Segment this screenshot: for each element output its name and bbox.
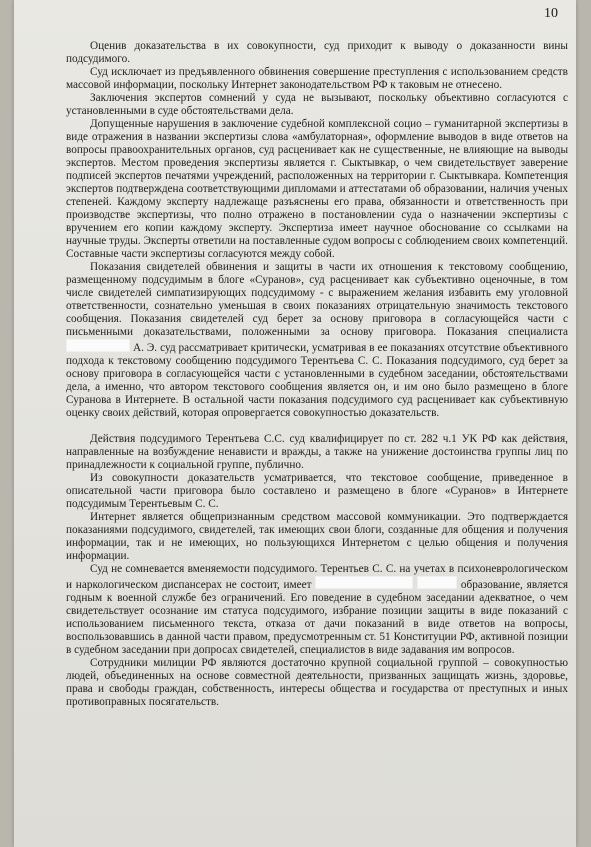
paragraph: Из совокупности доказательств усматривается, что текстовое сообщение, приведенное в описательной части приговора было составлено и размещено в блоге «Суранов» в Интернете подсудимым Терентьевым С. С. xyxy=(66,472,568,510)
paragraph: Суд исключает из предъявленного обвинения совершение преступления с использованием средств массовой информации, поскольку Интернет законодательством РФ к таковым не отнесено. xyxy=(66,66,568,91)
paragraph: Показания свидетелей обвинения и защиты в части их отношения к текстовому сообщению, размещенному подсудимым в блоге «Суранов», суд расценивает как субъективно оценочные, в том числе свидетелей симпатизирующих подсудимому - с выражением желания избавить ему уголовной ответственности, сознательно уменьшая в своих показаниях отрицательную значимость текстового сообщения. Показания свидетелей суд берет за основу приговора в согласующейся части с письменными доказательствами, положенными за основу приговора. Показания специалиста А. Э. суд рассматривает критически, усматривая в ее показаниях отсутствие объективного подхода к текстовому сообщению подсудимого Терентьева С. С. Показания подсудимого, суд берет за основу приговора в согласующейся части с установленными в судебном заседании, обстоятельствами дела, а именно, что автором текстового сообщения является он, и им оно было размещено в блоге Суранова в Интернете. В остальной части показания подсудимого суд расценивает как субъективную оценку своих действий, которая опровергается совокупностью доказательств. xyxy=(66,261,568,419)
page-number: 10 xyxy=(544,6,558,21)
redaction-box xyxy=(315,576,413,589)
paragraph: Действия подсудимого Терентьева С.С. суд квалифицирует по ст. 282 ч.1 УК РФ как действия, направленные на возбуждение ненависти и вражды, а также на унижение достоинства группы лиц по принадлежности к социальной группе, публично. xyxy=(66,433,568,471)
redaction-box xyxy=(417,576,457,589)
paragraph: Суд не сомневается вменяемости подсудимого. Терентьев С. С. на учетах в психоневрологическом и наркологическом диспансерах не состоит, имеет образование, является годным к военной службе без ограничений. Его поведение в судебном заседании адекватное, о чем свидетельствует осознание им статуса подсудимого, избрание позиции защиты в виде показаний с использованием письменного текста, отказа от дачи показаний в виде ответов на вопросы, воспользовавшись в данной части правом, предусмотренным ст. 51 Конституции РФ, активной позиции в судебном заседании при допросах свидетелей, специалистов в виде задавания им вопросов. xyxy=(66,563,568,656)
paragraph: Заключения экспертов сомнений у суда не вызывают, поскольку объективно согласуются с установленными в суде обстоятельствами дела. xyxy=(66,92,568,117)
redaction-box xyxy=(66,339,130,352)
paragraph: Интернет является общепризнанным средством массовой коммуникации. Это подтверждается показаниями подсудимого, свидетелей, так имеющих свои блоги, созданные для общения и получения информации, так и не имеющих, но пользующихся Интернетом с целью общения и получения информации. xyxy=(66,511,568,562)
paragraph: Допущенные нарушения в заключение судебной комплексной социо – гуманитарной экспертизы в виде отражения в названии экспертизы слова «амбулаторная», оформление выводов в виде ответов на вопросы правоохранительных органов, суд расценивает как не существенные, не влияющие на выводы экспертов. Местом проведения экспертизы является г. Сыктывкар, о чем свидетельствует заверение подписей экспертов печатями учреждений, расположенных на территории г. Сыктывкара. Компетенция экспертов подтверждена соответствующими дипломами и аттестатами об образовании, наличия ученых степеней. Каждому эксперту надлежаще разъяснены его права, обязанности и ответственность при производстве экспертизы, что полно отражено в постановлении суда о назначении экспертизы с вручением его копии каждому эксперту. Экспертиза имеет научное обоснование со ссылками на научные труды. Эксперты ответили на поставленные судом вопросы с соблюдением своих компетенций. Составные части экспертизы согласуются между собой. xyxy=(66,118,568,260)
paragraph-gap xyxy=(66,420,568,433)
paragraph: Сотрудники милиции РФ являются достаточно крупной социальной группой – совокупностью людей, объединенных на основе совместной деятельности, призванных защищать жизнь, здоровье, права и свободы граждан, собственность, интересы общества и государства от преступных и иных противоправных посягательств. xyxy=(66,657,568,708)
verdict-text xyxy=(66,40,568,709)
paragraph: Оценив доказательства в их совокупности, суд приходит к выводу о доказанности вины подсудимого. xyxy=(66,40,568,65)
document-page xyxy=(14,0,576,847)
